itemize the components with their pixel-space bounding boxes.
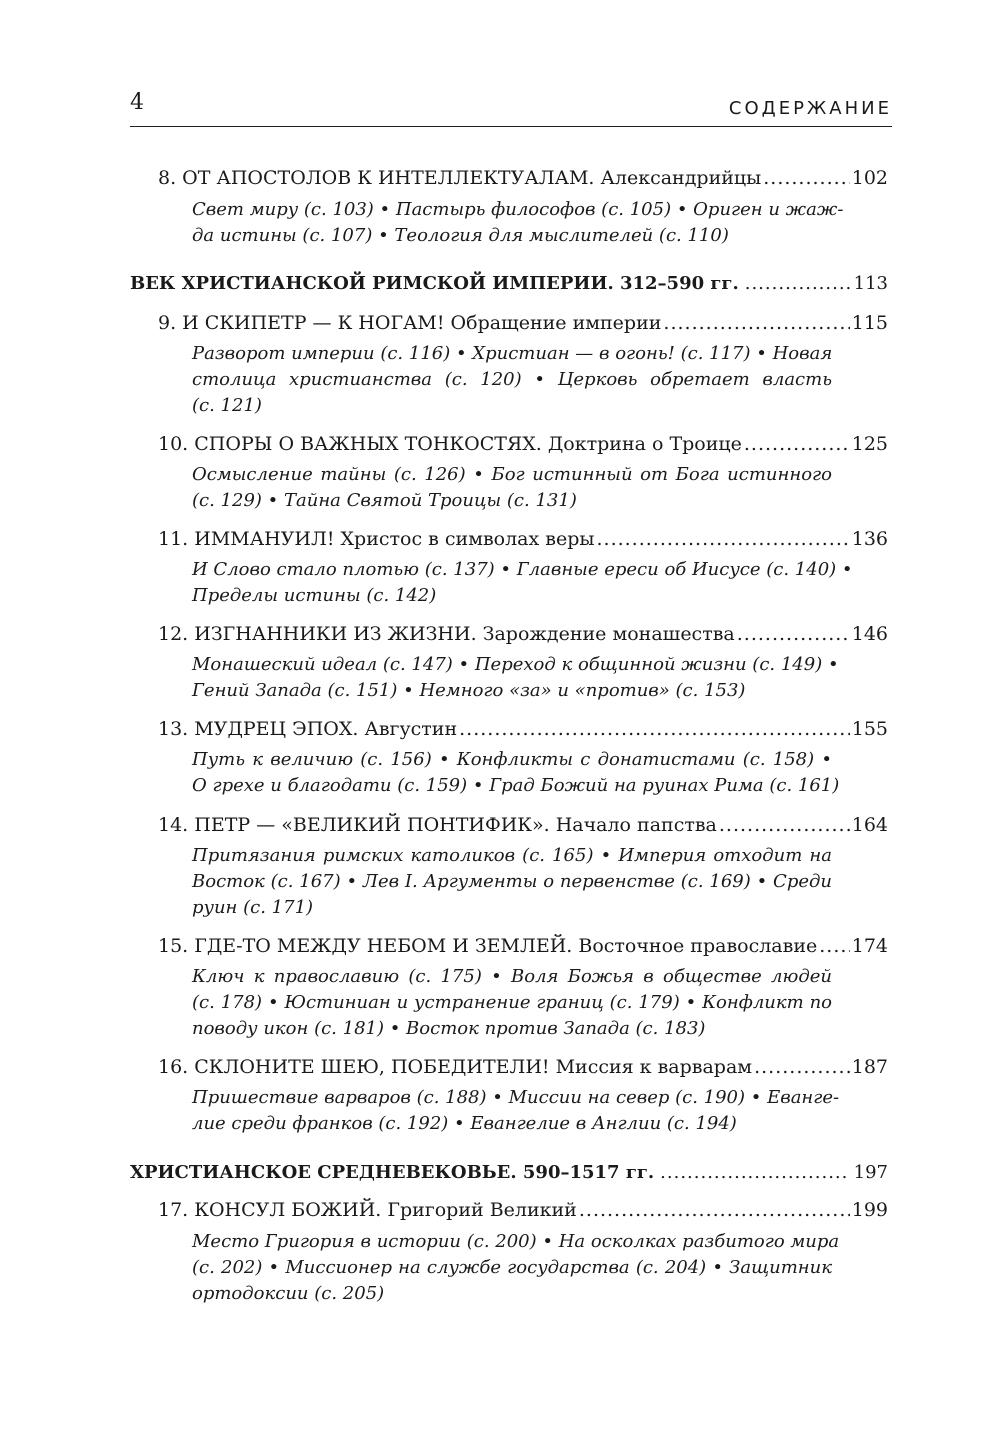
dot-leader — [763, 165, 850, 191]
toc-chapter-13[interactable] — [158, 716, 888, 742]
subtopic-line: О грехе и благодати (с. 159) • Град Божий на руинах Рима (с. 161) — [192, 775, 840, 796]
subtopic-line: Путь к величию (с. 156) • Конфликты с донатистами (с. 158) • — [192, 749, 832, 770]
toc-page-number: 197 — [853, 1162, 888, 1183]
dot-leader — [663, 310, 849, 336]
subtopic-line: Разворот империи (с. 116) • Христиан — в огонь! (с. 117) • Новая — [192, 343, 833, 364]
dot-leader — [744, 431, 850, 457]
subtopic-line: Притязания римских католиков (с. 165) • Империя отходит на — [192, 845, 832, 866]
dot-leader — [819, 933, 849, 959]
subtopic-line: Свет миру (с. 103) • Пастырь философов (с. 105) • Ориген и жаж- — [192, 199, 844, 220]
subtopic-line: (с. 202) • Миссионер на службе государства (с. 204) • Защитник — [192, 1257, 832, 1278]
dot-leader — [719, 812, 850, 838]
subtopic-line: Пределы истины (с. 142) — [192, 585, 437, 606]
toc-chapter-title: 12. ИЗГНАННИКИ ИЗ ЖИЗНИ. Зарождение монашества — [158, 623, 735, 645]
subtopic-line: Монашеский идеал (с. 147) • Переход к общинной жизни (с. 149) • — [192, 654, 839, 675]
subtopic-line: лие среди франков (с. 192) • Евангелие в Англии (с. 194) — [192, 1113, 737, 1134]
toc-page-number: 155 — [851, 718, 888, 740]
subtopic-line: да истины (с. 107) • Теология для мыслителей (с. 110) — [192, 225, 729, 246]
toc-chapter-11[interactable] — [158, 526, 888, 552]
toc-subtopics — [192, 652, 839, 704]
toc-chapter-9[interactable] — [158, 310, 888, 336]
subtopic-line: Восток (с. 167) • Лев I. Аргументы о первенстве (с. 169) • Среди — [192, 871, 832, 892]
toc-section-christian-roman-empire[interactable] — [130, 271, 888, 297]
subtopic-line: (с. 129) • Тайна Святой Троицы (с. 131) — [192, 490, 577, 511]
subtopic-line: руин (с. 171) — [192, 897, 314, 918]
toc-chapter-8[interactable] — [158, 165, 888, 191]
toc-chapter-12[interactable] — [158, 621, 888, 647]
toc-subtopics — [192, 557, 853, 609]
toc-chapter-title: 9. И СКИПЕТР — К НОГАМ! Обращение империи — [158, 312, 662, 334]
toc-chapter-17[interactable] — [158, 1197, 888, 1223]
toc-chapter-title: 17. КОНСУЛ БОЖИЙ. Григорий Великий — [158, 1199, 577, 1221]
subtopic-line: (с. 178) • Юстиниан и устранение границ (с. 179) • Конфликт по — [192, 992, 832, 1013]
toc-subtopics — [192, 964, 832, 1042]
toc-page-number: 146 — [851, 623, 888, 645]
toc-section-title: ХРИСТИАНСКОЕ СРЕДНЕВЕКОВЬЕ. 590–1517 гг. — [130, 1162, 655, 1183]
dot-leader — [459, 716, 850, 742]
page-number: 4 — [130, 90, 144, 115]
toc-subtopics — [192, 462, 832, 514]
toc-chapter-title: 10. СПОРЫ О ВАЖНЫХ ТОНКОСТЯХ. Доктрина о Троице — [158, 433, 742, 455]
toc-page-number: 136 — [851, 528, 888, 550]
running-head: СОДЕРЖАНИЕ — [728, 98, 892, 119]
toc-chapter-10[interactable] — [158, 431, 888, 457]
toc-section-title: ВЕК ХРИСТИАНСКОЙ РИМСКОЙ ИМПЕРИИ. 312–590 гг. — [130, 273, 739, 294]
toc-chapter-15[interactable] — [158, 933, 888, 959]
dot-leader — [754, 1054, 850, 1080]
toc-page-number: 125 — [851, 433, 888, 455]
toc-chapter-title: 15. ГДЕ-ТО МЕЖДУ НЕБОМ И ЗЕМЛЕЙ. Восточное православие — [158, 935, 818, 957]
subtopic-line: Место Григория в истории (с. 200) • На осколках разбитого мира — [192, 1231, 840, 1252]
subtopic-line: поводу икон (с. 181) • Восток против Запада (с. 183) — [192, 1018, 706, 1039]
subtopic-line: ортодоксии (с. 205) — [192, 1283, 385, 1304]
toc-section-christian-middle-ages[interactable] — [130, 1160, 888, 1186]
toc-page-number: 102 — [851, 167, 888, 189]
page-header — [130, 88, 892, 127]
subtopic-line: Пришествие варваров (с. 188) • Миссии на север (с. 190) • Еванге- — [192, 1087, 840, 1108]
toc-chapter-14[interactable] — [158, 812, 888, 838]
toc-page-number: 113 — [853, 273, 888, 294]
toc-subtopics — [192, 843, 832, 921]
toc-subtopics — [192, 1085, 840, 1137]
subtopic-line: Осмысление тайны (с. 126) • Бог истинный от Бога истинного — [192, 464, 832, 485]
toc-page-number: 164 — [851, 814, 888, 836]
toc-page-number: 174 — [851, 935, 888, 957]
toc-subtopics — [192, 341, 832, 419]
dot-leader — [579, 1197, 850, 1223]
subtopic-line: (с. 121) — [192, 395, 262, 416]
subtopic-line: Гений Запада (с. 151) • Немного «за» и «против» (с. 153) — [192, 680, 746, 701]
toc-chapter-title: 16. СКЛОНИТЕ ШЕЮ, ПОБЕДИТЕЛИ! Миссия к варварам — [158, 1056, 753, 1078]
toc-subtopics — [192, 747, 840, 799]
dot-leader — [660, 1160, 849, 1186]
toc-chapter-title: 8. ОТ АПОСТОЛОВ К ИНТЕЛЛЕКТУАЛАМ. Александрийцы — [158, 167, 762, 189]
subtopic-line: И Слово стало плотью (с. 137) • Главные ереси об Иисусе (с. 140) • — [192, 559, 853, 580]
toc-chapter-title: 13. МУДРЕЦ ЭПОХ. Августин — [158, 718, 458, 740]
toc-page-number: 199 — [851, 1199, 888, 1221]
toc-chapter-title: 11. ИММАНУИЛ! Христос в символах веры — [158, 528, 595, 550]
toc-chapter-title: 14. ПЕТР — «ВЕЛИКИЙ ПОНТИФИК». Начало папства — [158, 814, 717, 836]
dot-leader — [745, 271, 850, 297]
toc-page-number: 187 — [851, 1056, 888, 1078]
toc-subtopics — [192, 1229, 840, 1307]
dot-leader — [737, 621, 850, 647]
toc-page-number: 115 — [851, 312, 888, 334]
toc-subtopics — [192, 197, 844, 249]
dot-leader — [596, 526, 849, 552]
toc-chapter-16[interactable] — [158, 1054, 888, 1080]
subtopic-line: столица христианства (с. 120) • Церковь обретает власть — [192, 369, 832, 390]
subtopic-line: Ключ к православию (с. 175) • Воля Божья в обществе людей — [192, 966, 832, 987]
